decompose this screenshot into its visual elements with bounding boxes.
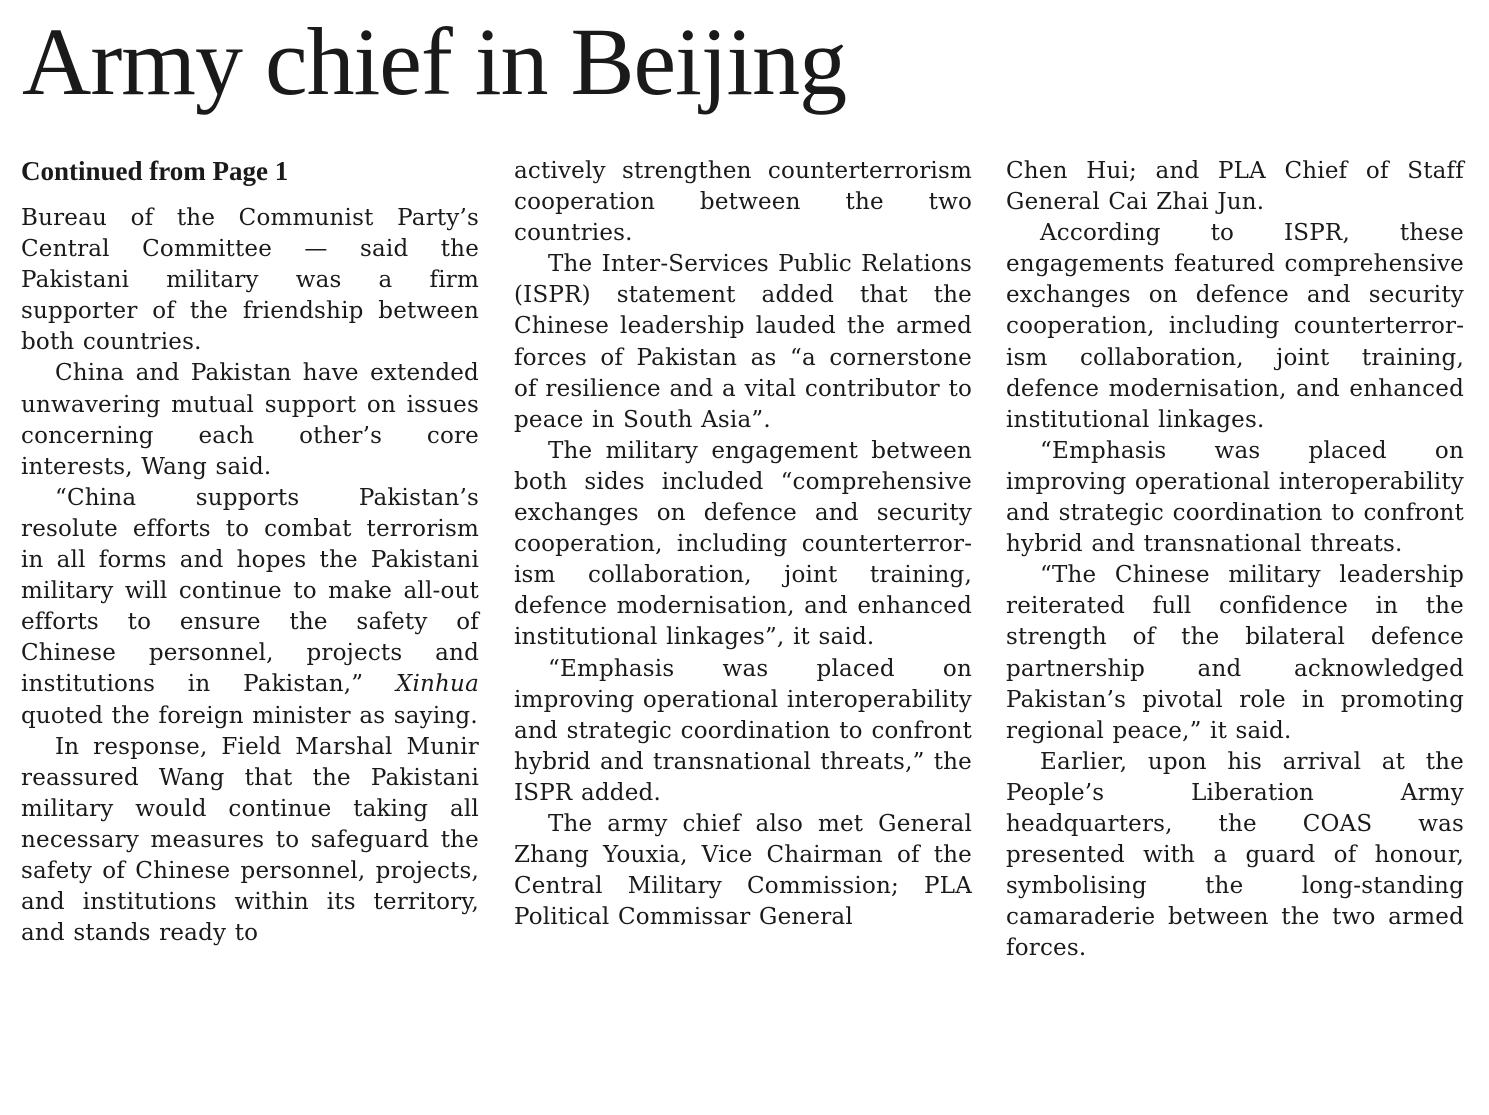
paragraph: Earlier, upon his arrival at the People’s Liberation Army headquarters, the COAS was presented with a guard of honour, symbolising the long-standing camaraderie between the two armed forces. [1006,748,1464,962]
continued-from-label: Continued from Page 1 [21,156,289,186]
paragraph [21,483,479,732]
paragraph: China and Pakistan have extended unwavering mutual support on issues concerning each other’s core interests, Wang said. [21,360,479,480]
quote-text: “China supports Pakistan’s resolute efforts to combat terrorism in all forms and hopes the Pakistani military will continue to make all-out efforts to ensure the safety of Chinese personnel, projects and institutions in Pakistan,” [21,484,479,698]
paragraph: Bureau of the Communist Party’s Central Committee — said the Pakistani military was a firm supporter of the friendship between both countries. [21,205,479,356]
article-column-1 [21,156,479,949]
paragraph: According to ISPR, these engagements featured comprehensive exchanges on defence and security cooperation, including counterterrorism collaboration, joint training, defence modernisation, and enhanced institutional linkages. [1006,220,1464,433]
quote-attribution: quoted the foreign minister as saying. [21,702,478,729]
paragraph: “Emphasis was placed on improving operational interoperability and strategic coordination to confront hybrid and transnational threats. [1006,437,1464,558]
paragraph: The army chief also met General Zhang Youxia, Vice Chairman of the Central Military Commission; PLA Political Commissar General [514,810,972,931]
paragraph: The Inter-Services Public Relations (ISPR) statement added that the Chinese leadership lauded the armed forces of Pakistan as “a cornerstone of resilience and a vital contributor to peace in South Asia”. [514,251,972,433]
headline: Army chief in Beijing [22,8,847,115]
article-column-2 [514,156,972,933]
paragraph: In response, Field Marshal Munir reassured Wang that the Pakistani military would continue taking all necessary measures to safeguard the safety of Chinese personnel, projects, and institutions within its territory, and stands ready to [21,733,479,947]
paragraph: “The Chinese military leadership reiterated full confidence in the strength of the bilateral defence partnership and acknowledged Pakistan’s pivotal role in promoting regional peace,” it said. [1006,562,1464,744]
paragraph: The military engagement between both sides included “comprehensive exchanges on defence and security cooperation, including counterterrorism collaboration, joint training, defence modernisation, and enhanced institutional linkages”, it said. [514,437,972,651]
article-column-3 [1006,156,1464,964]
paragraph: actively strengthen counterterrorism cooperation between the two countries. [514,158,972,247]
paragraph: “Emphasis was placed on improving operational interoperability and strategic coordination to confront hybrid and transnational threats,” the ISPR added. [514,655,972,806]
source-name: Xinhua [395,671,479,698]
paragraph: Chen Hui; and PLA Chief of Staff General Cai Zhai Jun. [1006,158,1464,216]
